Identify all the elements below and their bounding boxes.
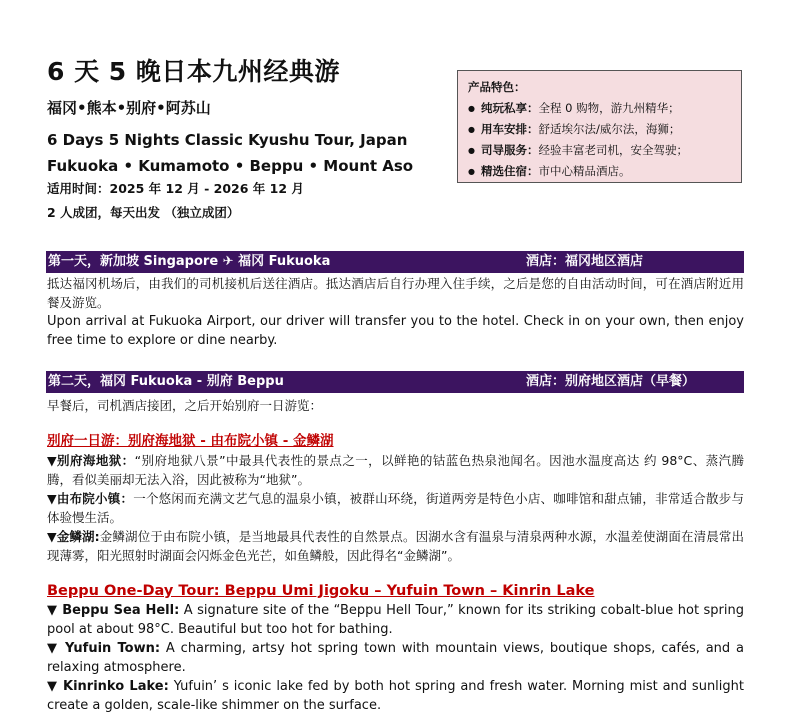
day1-desc-en: Upon arrival at Fukuoka Airport, our driver will transfer you to the hotel. Check in on your own, then enjoy free time to explore or dine nearby. bbox=[47, 314, 744, 348]
day2-header bbox=[46, 371, 744, 393]
tour-title-en: Beppu One-Day Tour: Beppu Umi Jigoku – Yufuin Town – Kinrin Lake bbox=[47, 583, 595, 599]
spot-item: ▼ Beppu Sea Hell: A signature site of the “Beppu Hell Tour,” known for its striking cobalt-blue hot spring pool at about 98°C. Beautiful but too hot for bathing. bbox=[47, 603, 744, 637]
product-features-box bbox=[457, 70, 742, 183]
features-list bbox=[468, 98, 731, 182]
spot-item: ▼由布院小镇：一个悠闲而充满文艺气息的温泉小镇，被群山环绕，街道两旁是特色小店、咖啡馆和甜点铺，非常适合散步与体验慢生活。 bbox=[47, 491, 744, 525]
feature-item: ● 精选住宿：市中心精品酒店。 bbox=[468, 161, 731, 182]
day1-description bbox=[47, 274, 744, 350]
tour-spots-en bbox=[47, 601, 744, 715]
title-en: 6 Days 5 Nights Classic Kyushu Tour, Japan bbox=[47, 131, 408, 149]
tour-title-cn: 别府一日游：别府海地狱 - 由布院小镇 - 金鳞湖 bbox=[47, 433, 334, 449]
feature-item: ● 纯玩私享：全程 0 购物，游九州精华； bbox=[468, 98, 731, 119]
day2-title: 第二天，福冈 Fukuoka - 别府 Beppu bbox=[48, 374, 284, 389]
feature-item: ● 用车安排：舒适埃尔法/威尔法，海狮； bbox=[468, 119, 731, 140]
route-cn: 福冈•熊本•别府•阿苏山 bbox=[47, 99, 211, 117]
spot-item: ▼别府海地狱：“别府地狱八景”中最具代表性的景点之一，以鲜艳的钴蓝色热泉池闻名。因池水温度高达 约 98°C、蒸汽腾腾，看似美丽却无法入浴，因此被称为“地狱”。 bbox=[47, 453, 744, 487]
validity-period: 适用时间：2025 年 12 月 - 2026 年 12 月 bbox=[47, 181, 304, 196]
group-info: 2 人成团，每天出发 （独立成团） bbox=[47, 205, 240, 220]
route-en: Fukuoka • Kumamoto • Beppu • Mount Aso bbox=[47, 157, 414, 175]
day1-title: 第一天，新加坡 Singapore ✈ 福冈 Fukuoka bbox=[48, 254, 331, 269]
feature-item: ● 司导服务：经验丰富老司机，安全驾驶； bbox=[468, 140, 731, 161]
day1-hotel: 酒店：福冈地区酒店 bbox=[526, 254, 644, 269]
page-title: 6 天 5 晚日本九州经典游 bbox=[47, 57, 340, 86]
day1-desc-cn: 抵达福冈机场后，由我们的司机接机后送往酒店。抵达酒店后自行办理入住手续，之后是您的自由活动时间，可在酒店附近用餐及游览。 bbox=[47, 276, 744, 310]
day1-header bbox=[46, 251, 744, 273]
day2-intro: 早餐后，司机酒店接团，之后开始别府一日游览： bbox=[47, 398, 323, 413]
day2-hotel: 酒店：别府地区酒店（早餐） bbox=[526, 374, 696, 389]
tour-spots-cn bbox=[47, 451, 744, 565]
spot-item: ▼金鳞湖:金鳞湖位于由布院小镇，是当地最具代表性的自然景点。因湖水含有温泉与清泉两种水源，水温差使湖面在清晨常出现薄雾，阳光照射时湖面会闪烁金色光芒，如鱼鳞般，因此得名“金鳞湖”。 bbox=[47, 529, 744, 563]
spot-item: ▼ Kinrinko Lake: Yufuin’ s iconic lake fed by both hot spring and fresh water. Morning mist and sunlight create a golden, scale-like shimmer on the surface. bbox=[47, 679, 744, 713]
features-heading: 产品特色： bbox=[468, 80, 526, 94]
spot-item: ▼ Yufuin Town: A charming, artsy hot spring town with mountain views, boutique shops, cafés, and a relaxing atmosphere. bbox=[47, 641, 744, 675]
